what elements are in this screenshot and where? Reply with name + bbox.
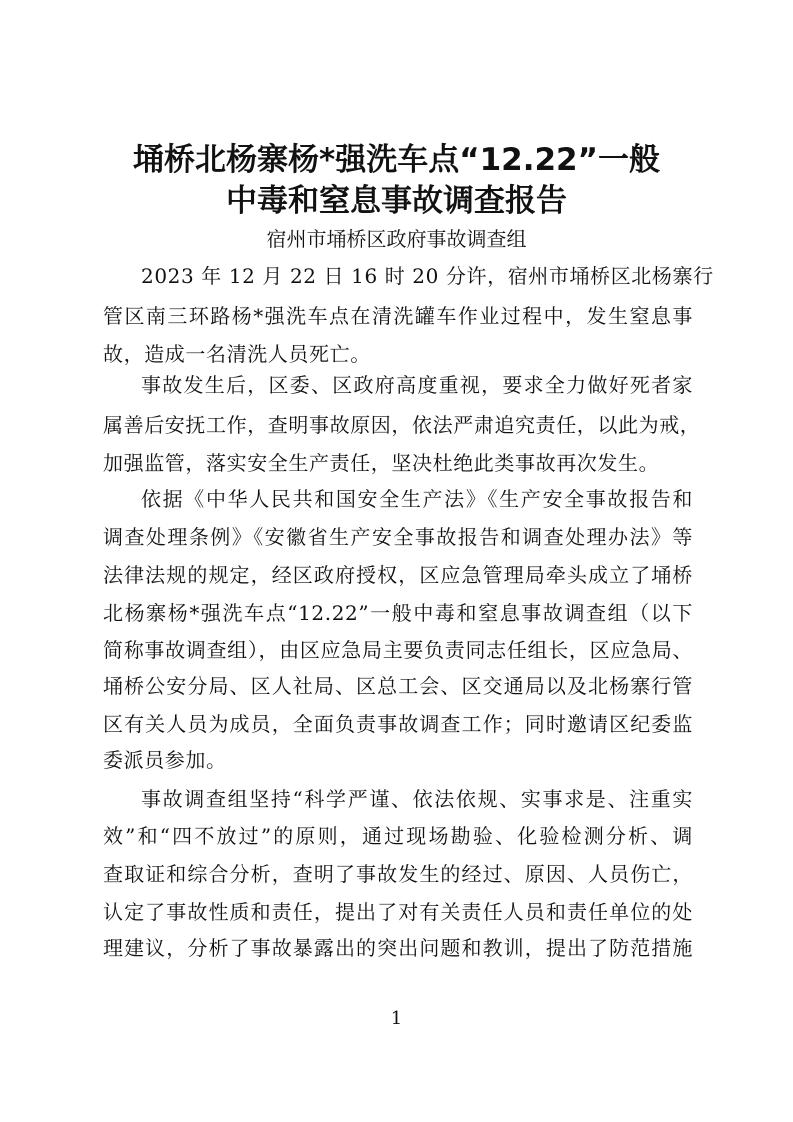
issuer: 宿州市埇桥区政府事故调查组 <box>266 227 527 251</box>
title-line-1: 埇桥北杨寨杨*强洗车点“12.22”一般 <box>132 142 660 178</box>
paragraph-line: 认定了事故性质和责任，提出了对有关责任人员和责任单位的处 <box>103 900 693 924</box>
title-line-2: 中毒和窒息事故调查报告 <box>226 183 567 219</box>
paragraph-line: 依据《中华人民共和国安全生产法》《生产安全事故报告和 <box>141 487 693 511</box>
paragraph-line: 理建议，分析了事故暴露出的突出问题和教训，提出了防范措施 <box>103 936 693 960</box>
paragraph-line: 属善后安抚工作，查明事故原因，依法严肃追究责任，以此为戒， <box>103 413 701 437</box>
paragraph-line: 北杨寨杨*强洗车点“12.22”一般中毒和窒息事故调查组（以下 <box>103 601 693 625</box>
paragraph-line: 故，造成一名清洗人员死亡。 <box>103 342 371 366</box>
paragraph-line: 加强监管，落实安全生产责任，坚决杜绝此类事故再次发生。 <box>103 451 660 475</box>
paragraph-line: 管区南三环路杨*强洗车点在清洗罐车作业过程中，发生窒息事 <box>103 304 693 328</box>
paragraph-line: 效”和“四不放过”的原则，通过现场勘验、化验检测分析、调 <box>103 824 693 848</box>
paragraph-line: 区有关人员为成员，全面负责事故调查工作；同时邀请区纪委监 <box>103 712 693 736</box>
paragraph-line: 调查处理条例》《安徽省生产安全事故报告和调查处理办法》等 <box>103 525 693 549</box>
page-number: 1 <box>390 1008 403 1029</box>
paragraph-line: 埇桥公安分局、区人社局、区总工会、区交通局以及北杨寨行管 <box>103 674 693 698</box>
paragraph-line: 事故发生后，区委、区政府高度重视，要求全力做好死者家 <box>141 373 693 397</box>
paragraph-line: 法律法规的规定，经区政府授权，区应急管理局牵头成立了埇桥 <box>103 563 693 587</box>
paragraph-line: 事故调查组坚持“科学严谨、依法依规、实事求是、注重实 <box>141 787 693 811</box>
paragraph-line: 查取证和综合分析，查明了事故发生的经过、原因、人员伤亡， <box>103 862 693 886</box>
paragraph-line: 委派员参加。 <box>103 748 227 772</box>
paragraph-line: 简称事故调查组），由区应急局主要负责同志任组长，区应急局、 <box>103 638 693 662</box>
paragraph-line: 2023 年 12 月 22 日 16 时 20 分许，宿州市埇桥区北杨寨行 <box>141 264 714 288</box>
